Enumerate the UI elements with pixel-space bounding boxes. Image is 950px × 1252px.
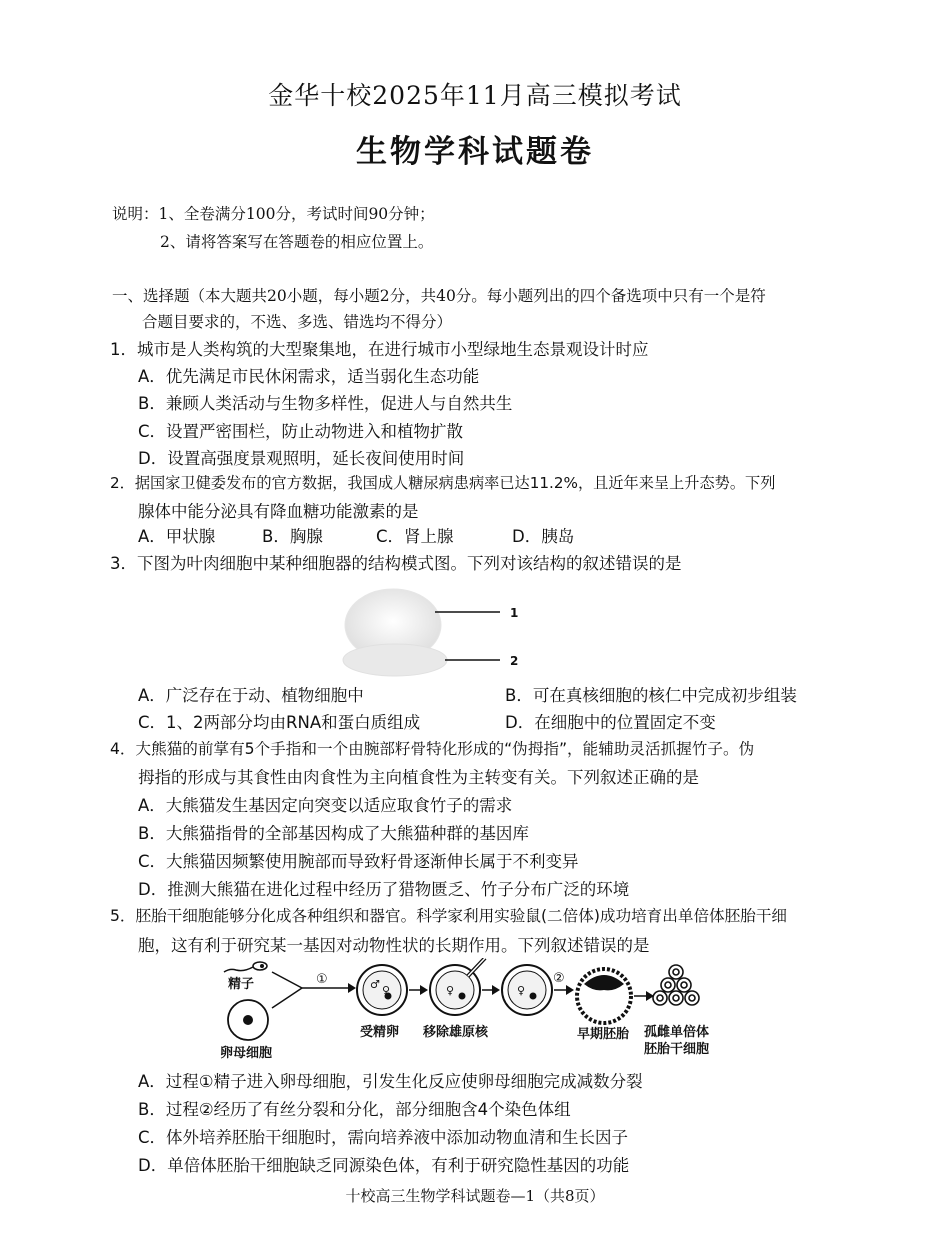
female-symbol-2: ♀	[446, 984, 455, 997]
q4-option-d: D．推测大熊猫在进化过程中经历了猎物匮乏、竹子分布广泛的环境	[138, 880, 630, 899]
q2-option-a: A．甲状腺	[138, 527, 216, 546]
q2-option-b: B．胸腺	[262, 527, 323, 546]
q1-option-a: A．优先满足市民休闲需求，适当弱化生态功能	[138, 367, 480, 386]
q4-stem-line-2: 拇指的形成与其食性由肉食性为主向植食性为主转变有关。下列叙述正确的是	[138, 768, 699, 787]
male-symbol: ♂	[370, 978, 380, 991]
q3-option-d: D．在细胞中的位置固定不变	[505, 713, 716, 732]
q5-stem-line-2: 胞，这有利于研究某一基因对动物性状的长期作用。下列叙述错误的是	[138, 936, 650, 955]
label-1: 1	[510, 606, 519, 620]
stem-cell-cluster-icon	[653, 965, 699, 1005]
instruction-line-1: 说明：1、全卷满分100分，考试时间90分钟；	[112, 205, 435, 223]
early-embryo-label: 早期胚胎	[577, 1027, 630, 1042]
label-2: 2	[510, 654, 519, 668]
q5-option-c: C．体外培养胚胎干细胞时，需向培养液中添加动物血清和生长因子	[138, 1128, 629, 1147]
q4-option-a: A．大熊猫发生基因定向突变以适应取食竹子的需求	[138, 796, 513, 815]
stem-cell-label-line-1: 孤雌单倍体	[644, 1025, 710, 1040]
q5-option-b: B．过程②经历了有丝分裂和分化，部分细胞含4个染色体组	[138, 1100, 571, 1119]
q1-stem: 1．城市是人类构筑的大型聚集地，在进行城市小型绿地生态景观设计时应	[110, 340, 649, 359]
female-symbol-3: ♀	[517, 984, 526, 997]
q5-option-a: A．过程①精子进入卵母细胞，引发生化反应使卵母细胞完成减数分裂	[138, 1072, 643, 1091]
q1-option-c: C．设置严密围栏，防止动物进入和植物扩散	[138, 422, 464, 441]
oocyte-label: 卵母细胞	[220, 1046, 273, 1061]
q2-stem-line-2: 腺体中能分泌具有降血糖功能激素的是	[138, 502, 419, 521]
early-embryo-icon	[577, 969, 631, 1023]
q4-stem-line-1: 4．大熊猫的前掌有5个手指和一个由腕部籽骨特化形成的“伪拇指”，能辅助灵活抓握竹子。伪	[110, 740, 755, 758]
q4-option-b: B．大熊猫指骨的全部基因构成了大熊猫种群的基因库	[138, 824, 529, 843]
ribosome-small-subunit	[343, 644, 447, 676]
exam-subtitle: 生物学科试题卷	[356, 134, 594, 170]
stem-cell-label-line-2: 胚胎干细胞	[644, 1042, 710, 1057]
merge-line-top	[272, 972, 302, 988]
arrow-2-head	[420, 985, 428, 995]
q5-option-d: D．单倍体胚胎干细胞缺乏同源染色体，有利于研究隐性基因的功能	[138, 1156, 630, 1175]
haploid-egg-icon	[502, 965, 552, 1015]
section-heading-line-1: 一、选择题（本大题共20小题，每小题2分，共40分。每小题列出的四个备选项中只有一个是符	[112, 287, 766, 305]
arrow-1-head	[348, 983, 356, 993]
section-heading-line-2: 合题目要求的，不选、多选、错选均不得分）	[142, 313, 453, 331]
q1-option-d: D．设置高强度景观照明，延长夜间使用时间	[138, 449, 465, 468]
q3-option-c: C．1、2两部分均由RNA和蛋白质组成	[138, 713, 421, 732]
step-2-marker: ②	[553, 971, 565, 986]
sperm-label: 精子	[228, 977, 255, 992]
q2-stem-line-1: 2．据国家卫健委发布的官方数据，我国成人糖尿病患病率已达11.2%，且近年来呈上升态势。下列	[110, 474, 776, 492]
female-symbol-1: ♀	[382, 984, 391, 997]
embryo-stem-cell-diagram	[210, 958, 740, 1063]
arrow-3-head	[492, 985, 500, 995]
q3-stem: 3．下图为叶肉细胞中某种细胞器的结构模式图。下列对该结构的叙述错误的是	[110, 554, 682, 573]
ribosome-diagram	[335, 580, 535, 680]
exam-title: 金华十校2025年11月高三模拟考试	[268, 81, 682, 110]
q3-option-a: A．广泛存在于动、植物细胞中	[138, 686, 364, 705]
instruction-line-2: 2、请将答案写在答题卷的相应位置上。	[160, 233, 434, 251]
q2-option-d: D．胰岛	[512, 527, 575, 546]
q1-option-b: B．兼顾人类活动与生物多样性，促进人与自然共生	[138, 394, 513, 413]
step-1-marker: ①	[316, 972, 328, 987]
q2-option-c: C．肾上腺	[376, 527, 454, 546]
q5-stem-line-1: 5．胚胎干细胞能够分化成各种组织和器官。科学家利用实验鼠(二倍体)成功培育出单倍体胚胎干细	[110, 907, 788, 925]
q4-option-c: C．大熊猫因频繁使用腕部而导致籽骨逐渐伸长属于不利变异	[138, 852, 579, 871]
oocyte-icon	[228, 1000, 268, 1040]
q3-option-b: B．可在真核细胞的核仁中完成初步组装	[505, 686, 797, 705]
page-footer: 十校高三生物学科试题卷—1（共8页）	[345, 1187, 605, 1205]
merge-line-bottom	[272, 988, 302, 1008]
pronucleus-removal-icon	[430, 958, 485, 1015]
fertilized-egg-label: 受精卵	[360, 1025, 400, 1040]
sperm-icon	[224, 962, 267, 972]
arrow-4-head	[566, 985, 574, 995]
remove-pronucleus-label: 移除雄原核	[423, 1025, 489, 1040]
